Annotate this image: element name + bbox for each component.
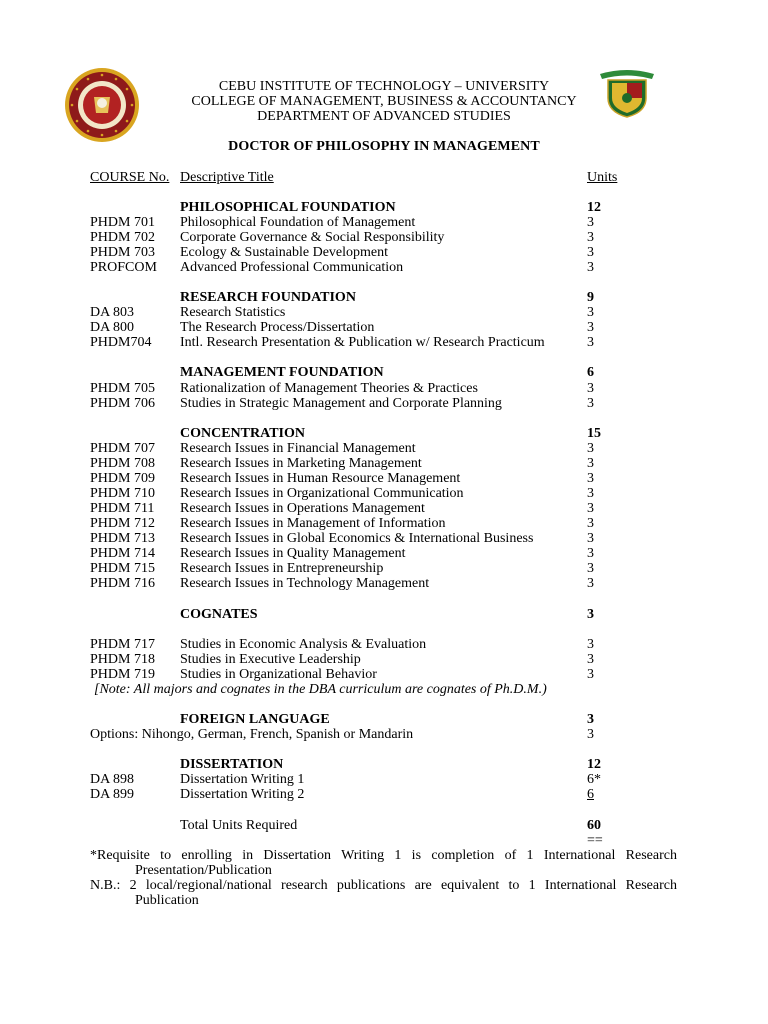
course-code: DA 899 [90, 787, 134, 802]
course-code: DA 898 [90, 772, 134, 787]
language-units: 3 [587, 727, 594, 742]
course-row [0, 305, 768, 320]
course-code: PHDM 713 [90, 531, 155, 546]
course-units: 6* [587, 772, 601, 787]
course-units: 3 [587, 516, 594, 531]
course-units: 3 [587, 471, 594, 486]
section-name: RESEARCH FOUNDATION [180, 290, 356, 305]
course-code: PHDM 702 [90, 230, 155, 245]
course-row [0, 531, 768, 546]
course-title: The Research Process/Dissertation [180, 320, 375, 335]
section-units: 3 [587, 607, 594, 622]
course-row [0, 637, 768, 652]
course-code: PHDM 712 [90, 516, 155, 531]
course-code: PHDM 714 [90, 546, 155, 561]
course-title: Research Issues in Global Economics & International Business [180, 531, 534, 546]
course-row [0, 501, 768, 516]
course-code: PHDM 705 [90, 381, 155, 396]
course-units: 3 [587, 335, 594, 350]
course-code: PHDM 708 [90, 456, 155, 471]
course-units: 3 [587, 215, 594, 230]
course-code: PHDM 701 [90, 215, 155, 230]
institution-name: CEBU INSTITUTE OF TECHNOLOGY – UNIVERSITY [218, 79, 550, 94]
nb-note-line2: Publication [135, 893, 199, 908]
course-row [0, 486, 768, 501]
total-label: Total Units Required [180, 818, 298, 833]
college-name: COLLEGE OF MANAGEMENT, BUSINESS & ACCOUNTANCY [191, 94, 577, 109]
course-code: PHDM704 [90, 335, 152, 350]
course-code: PHDM 703 [90, 245, 155, 260]
course-title: Studies in Organizational Behavior [180, 667, 377, 682]
course-row [0, 335, 768, 350]
course-units: 3 [587, 320, 594, 335]
units-header: Units [587, 170, 618, 185]
course-units: 3 [587, 546, 594, 561]
course-units: 3 [587, 576, 594, 591]
total-units: 60 [587, 818, 601, 833]
course-units: 3 [587, 667, 594, 682]
section-heading [0, 290, 768, 305]
nb-note-line1: N.B.: 2 local/regional/national research publications are equivalent to 1 International Research [90, 878, 677, 893]
course-row [0, 667, 768, 682]
course-no-header: COURSE No. [90, 170, 170, 185]
course-units: 3 [587, 637, 594, 652]
course-code: PHDM 707 [90, 441, 155, 456]
course-title: Intl. Research Presentation & Publication w/ Research Practicum [180, 335, 545, 350]
course-row [0, 546, 768, 561]
course-code: DA 803 [90, 305, 134, 320]
course-code: DA 800 [90, 320, 134, 335]
course-code: PHDM 718 [90, 652, 155, 667]
section-units: 6 [587, 365, 594, 380]
section-heading [0, 607, 768, 622]
course-units: 3 [587, 396, 594, 411]
program-title: DOCTOR OF PHILOSOPHY IN MANAGEMENT [228, 139, 540, 154]
section-heading [0, 712, 768, 727]
course-title: Research Issues in Organizational Communication [180, 486, 464, 501]
section-heading [0, 200, 768, 215]
language-options: Options: Nihongo, German, French, Spanish or Mandarin [90, 727, 414, 742]
course-units: 3 [587, 456, 594, 471]
course-code: PHDM 709 [90, 471, 155, 486]
course-units: 3 [587, 381, 594, 396]
course-title: Ecology & Sustainable Development [180, 245, 389, 260]
section-name: PHILOSOPHICAL FOUNDATION [180, 200, 396, 215]
course-units: 3 [587, 305, 594, 320]
course-code: PHDM 710 [90, 486, 155, 501]
course-title: Research Issues in Technology Management [180, 576, 430, 591]
course-row [0, 471, 768, 486]
course-title: Studies in Executive Leadership [180, 652, 361, 667]
course-title: Dissertation Writing 2 [180, 787, 305, 802]
total-row [0, 818, 768, 833]
section-units: 15 [587, 426, 601, 441]
course-title: Research Issues in Human Resource Management [180, 471, 461, 486]
course-row [0, 381, 768, 396]
section-heading [0, 757, 768, 772]
requisite-note-line1: *Requisite to enrolling in Dissertation Writing 1 is completion of 1 International Research [90, 848, 677, 863]
section-name: DISSERTATION [180, 757, 284, 772]
course-row [0, 561, 768, 576]
section-name: COGNATES [180, 607, 258, 622]
course-row [0, 652, 768, 667]
course-units: 6 [587, 787, 594, 802]
double-underline-mark: == [587, 833, 603, 848]
course-title: Research Issues in Operations Management [180, 501, 425, 516]
course-row [0, 215, 768, 230]
course-title: Research Issues in Marketing Management [180, 456, 422, 471]
column-header-row [0, 170, 768, 185]
course-units: 3 [587, 486, 594, 501]
course-units: 3 [587, 561, 594, 576]
requisite-note-line2: Presentation/Publication [135, 863, 272, 878]
course-units: 3 [587, 260, 594, 275]
section-units: 3 [587, 712, 594, 727]
course-row [0, 260, 768, 275]
course-units: 3 [587, 501, 594, 516]
course-row [0, 230, 768, 245]
section-heading [0, 426, 768, 441]
cognates-note: [Note: All majors and cognates in the DBA curriculum are cognates of Ph.D.M.) [94, 682, 547, 697]
department-name: DEPARTMENT OF ADVANCED STUDIES [257, 109, 511, 124]
section-units: 12 [587, 757, 601, 772]
section-name: MANAGEMENT FOUNDATION [180, 365, 384, 380]
course-units: 3 [587, 230, 594, 245]
course-row [0, 787, 768, 802]
course-units: 3 [587, 441, 594, 456]
course-title: Philosophical Foundation of Management [180, 215, 416, 230]
course-title: Research Issues in Quality Management [180, 546, 406, 561]
language-options-row [0, 727, 768, 742]
course-units: 3 [587, 531, 594, 546]
section-units: 9 [587, 290, 594, 305]
course-code: PHDM 711 [90, 501, 155, 516]
course-title: Studies in Strategic Management and Corporate Planning [180, 396, 502, 411]
course-code: PROFCOM [90, 260, 157, 275]
section-units: 12 [587, 200, 601, 215]
course-row [0, 441, 768, 456]
course-units: 3 [587, 245, 594, 260]
course-code: PHDM 717 [90, 637, 155, 652]
course-row [0, 576, 768, 591]
course-title: Research Statistics [180, 305, 286, 320]
course-title: Studies in Economic Analysis & Evaluation [180, 637, 427, 652]
section-name: FOREIGN LANGUAGE [180, 712, 330, 727]
course-code: PHDM 719 [90, 667, 155, 682]
course-row [0, 772, 768, 787]
course-code: PHDM 706 [90, 396, 155, 411]
course-title: Rationalization of Management Theories & Practices [180, 381, 478, 396]
section-name: CONCENTRATION [180, 426, 305, 441]
course-row [0, 516, 768, 531]
course-title: Corporate Governance & Social Responsibility [180, 230, 445, 245]
descriptive-title-header: Descriptive Title [180, 170, 274, 185]
course-row [0, 245, 768, 260]
document-header [0, 79, 768, 124]
course-title: Research Issues in Financial Management [180, 441, 416, 456]
course-row [0, 320, 768, 335]
course-code: PHDM 716 [90, 576, 155, 591]
course-title: Research Issues in Entrepreneurship [180, 561, 384, 576]
section-heading [0, 365, 768, 380]
course-code: PHDM 715 [90, 561, 155, 576]
course-title: Dissertation Writing 1 [180, 772, 305, 787]
course-row [0, 456, 768, 471]
course-units: 3 [587, 652, 594, 667]
total-mark-row [0, 833, 768, 848]
course-title: Research Issues in Management of Information [180, 516, 446, 531]
course-row [0, 396, 768, 411]
course-title: Advanced Professional Communication [180, 260, 404, 275]
